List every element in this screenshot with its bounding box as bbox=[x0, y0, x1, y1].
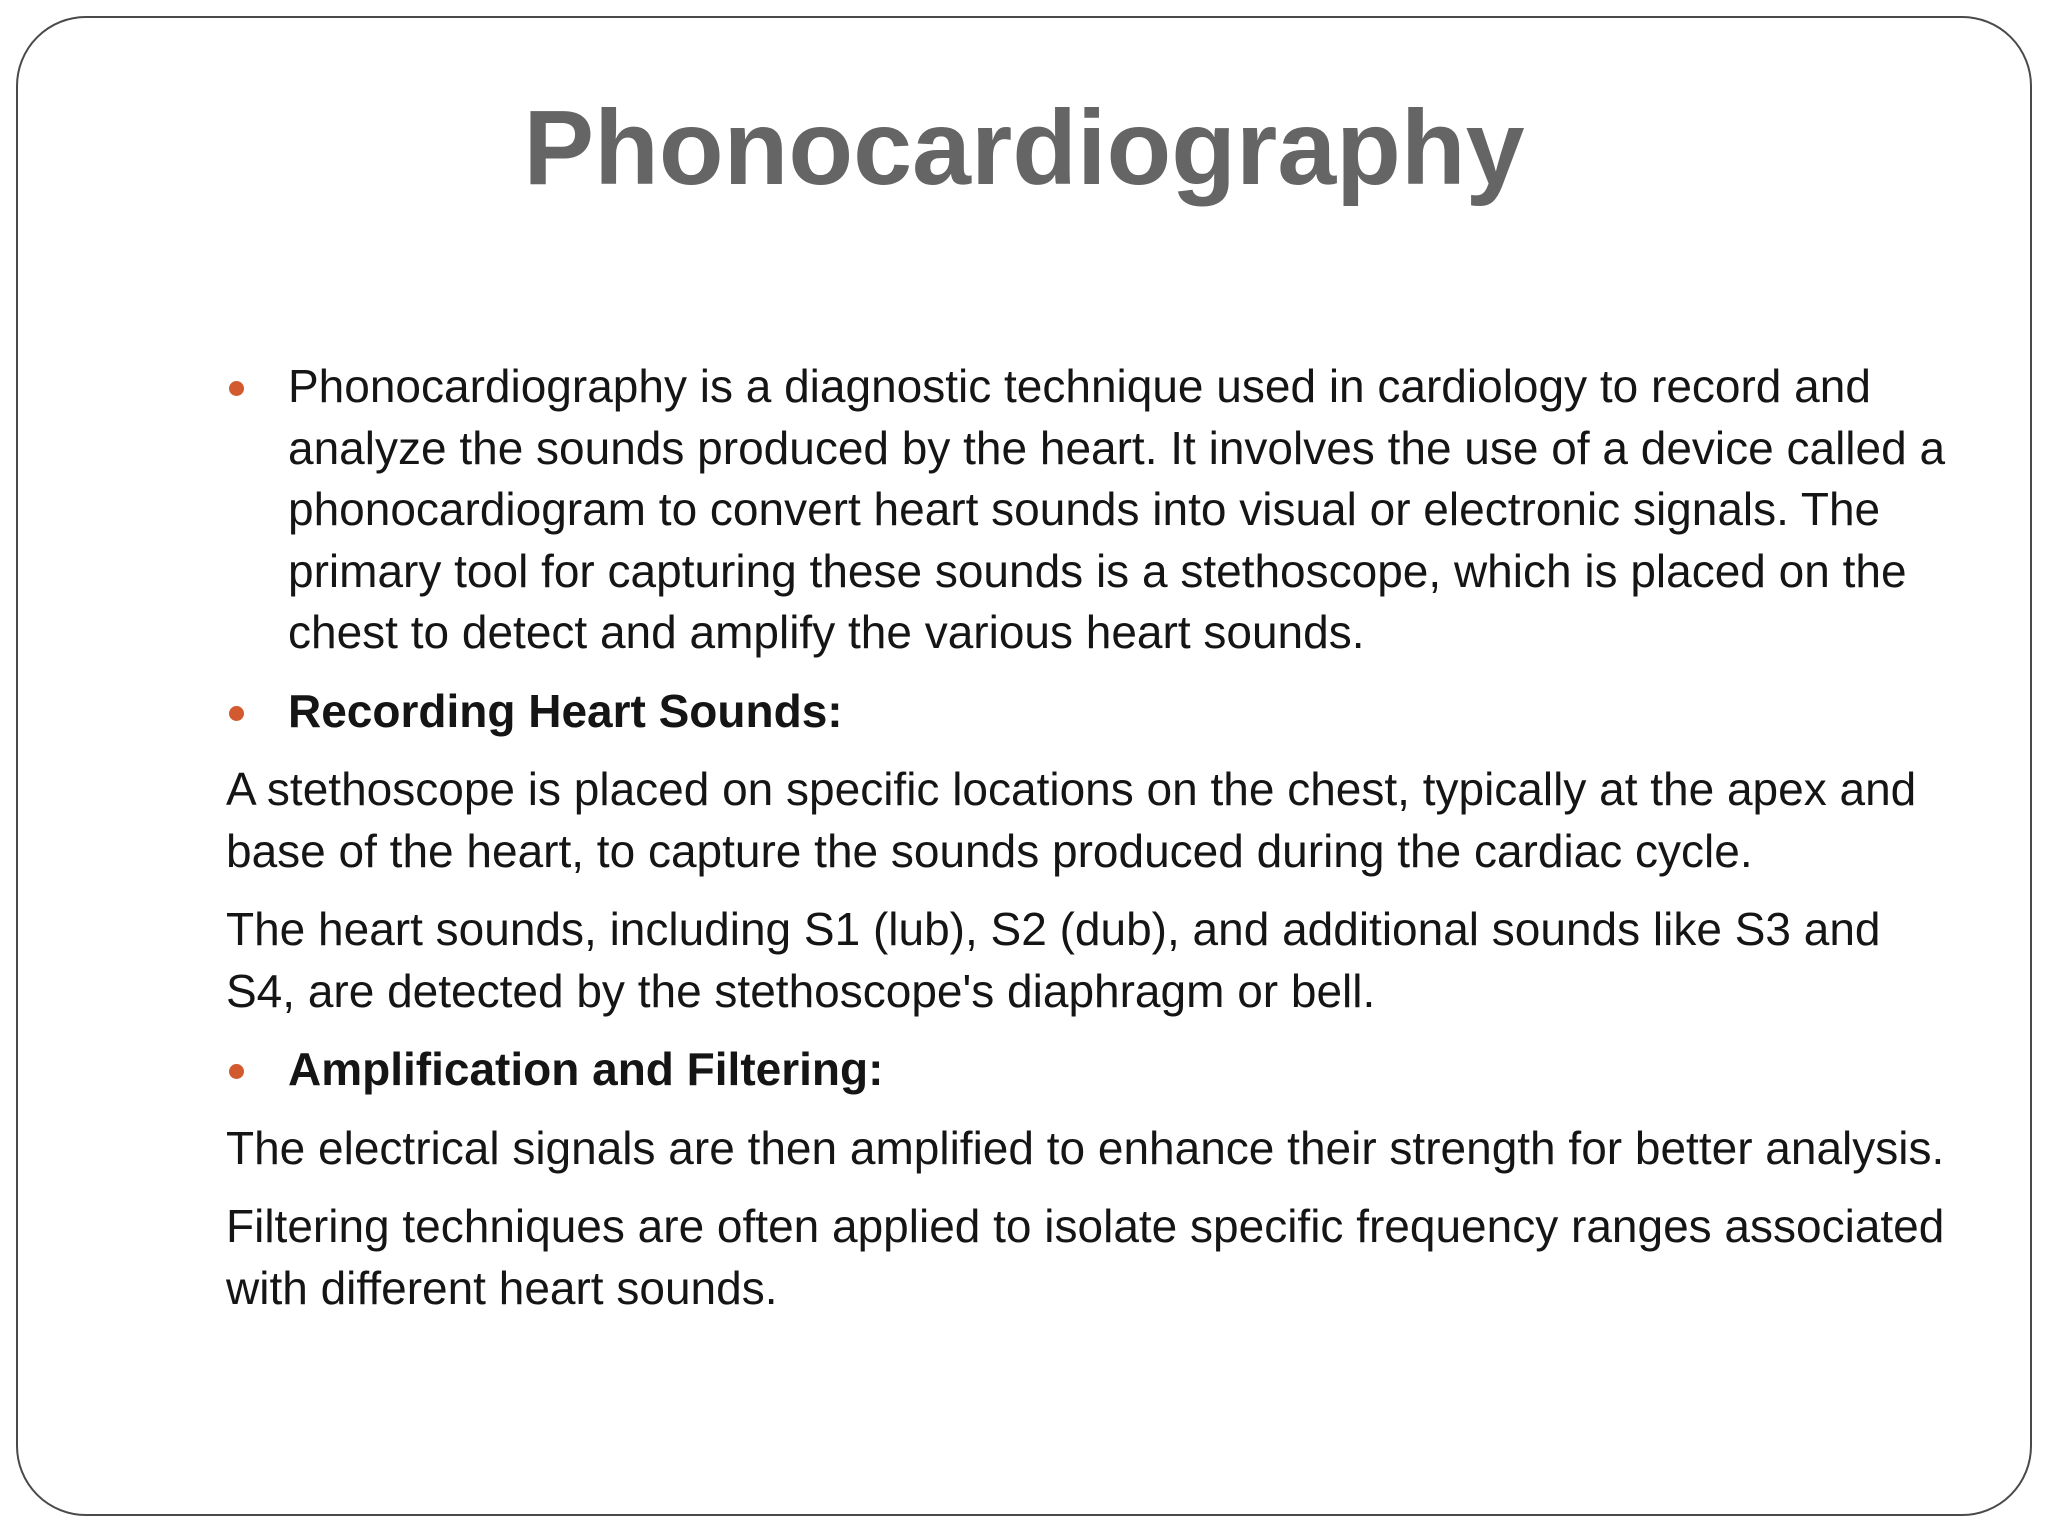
amplification-paragraph-1: The electrical signals are then amplified to enhance their strength for better analysis. bbox=[226, 1121, 1945, 1174]
bullet-intro-text: Phonocardiography is a diagnostic technique used in cardiology to record and analyze the sounds produced by the heart. It involves the use of a device called a phonocardiogram to convert heart sounds into visual or electronic signals. The primary tool for capturing these sounds is a stethoscope, which is placed on the chest to detect and amplify the various heart sounds. bbox=[288, 360, 1946, 658]
amplification-heading-text: Amplification and Filtering: bbox=[288, 1043, 884, 1095]
slide-content bbox=[226, 356, 1946, 1319]
bullet-dot-icon bbox=[229, 1064, 244, 1079]
bullet-dot-icon bbox=[229, 381, 244, 396]
slide-title: Phonocardiography bbox=[523, 89, 1525, 207]
bullet-dot-icon bbox=[229, 706, 244, 721]
bullet-intro bbox=[226, 356, 1946, 664]
bullet-amplification-heading bbox=[226, 1039, 1946, 1101]
recording-paragraph-2: The heart sounds, including S1 (lub), S2 (dub), and additional sounds like S3 and S4, are detected by the stethoscope's diaphragm or bell. bbox=[226, 903, 1881, 1017]
recording-paragraph-1: A stethoscope is placed on specific locations on the chest, typically at the apex and base of the heart, to capture the sounds produced during the cardiac cycle. bbox=[226, 763, 1917, 877]
recording-heading-text: Recording Heart Sounds: bbox=[288, 684, 843, 737]
amplification-paragraph-2: Filtering techniques are often applied to isolate specific frequency ranges associated with different heart sounds. bbox=[226, 1200, 1945, 1314]
bullet-recording-heading bbox=[226, 681, 1946, 743]
